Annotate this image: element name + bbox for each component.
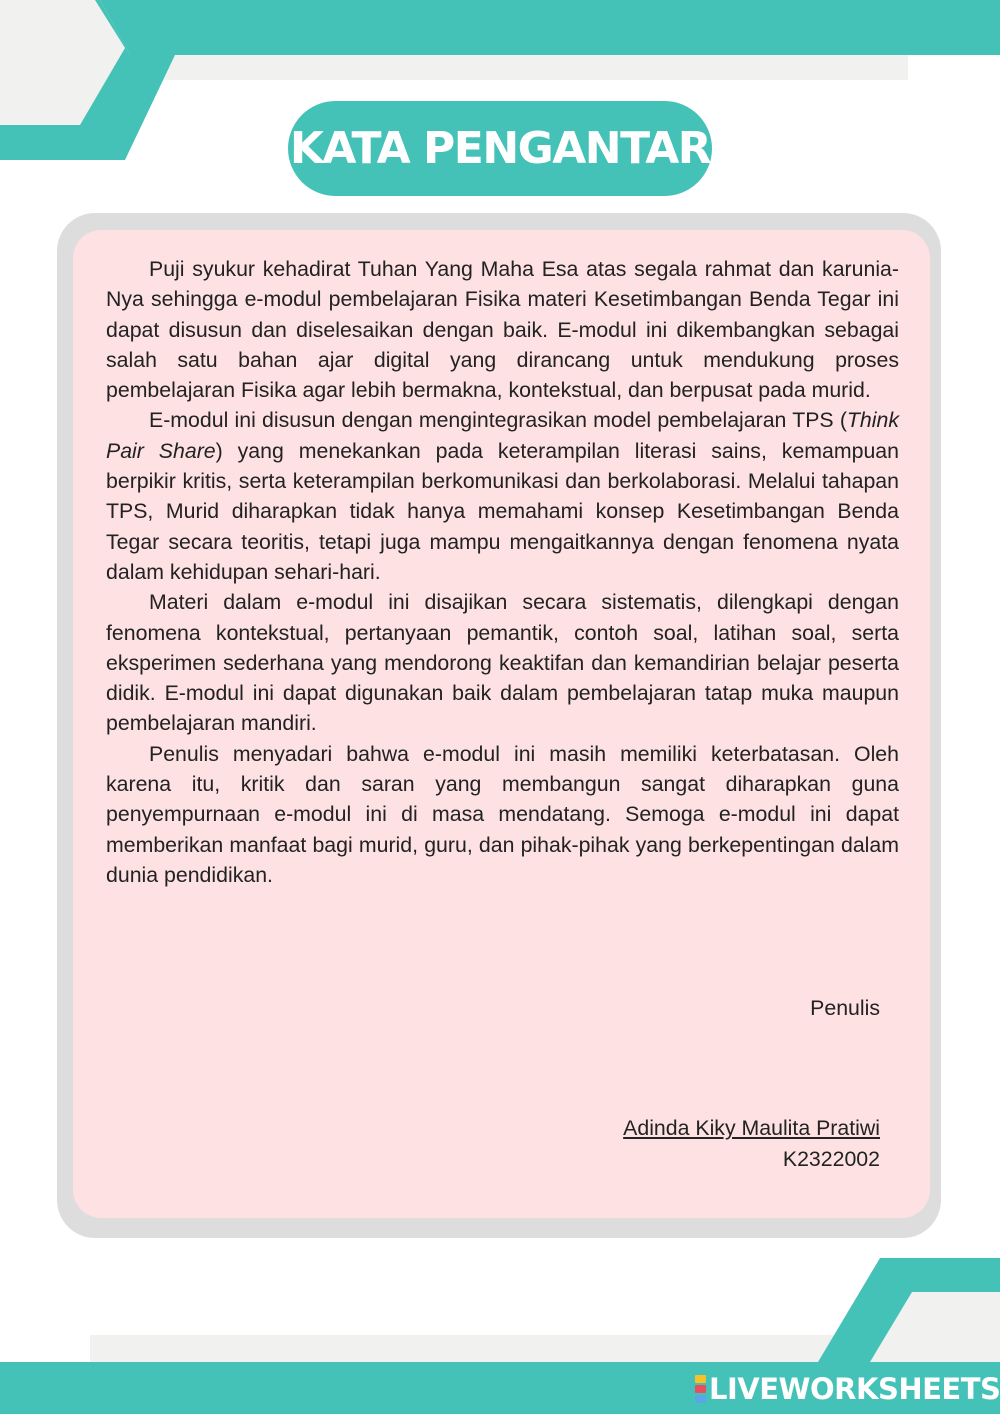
author-id-number: K2322002 [782, 1147, 880, 1171]
page-title: KATA PENGANTAR [289, 123, 711, 174]
brand-wordmark: LIVEWORKSHEETS [709, 1372, 1000, 1406]
liveworksheets-logo-icon [695, 1374, 706, 1404]
top-band [100, 0, 1000, 55]
title-banner [288, 101, 712, 196]
paragraph-2-text-a: E-modul ini disusun dengan mengintegrasikan model pembelajaran TPS ( [149, 408, 847, 433]
paragraph-3: Materi dalam e-modul ini disajikan secara sistematis, dilengkapi dengan fenomena kontekstual, pertanyaan pemantik, contoh soal, latihan soal, serta eksperimen sederhana yang mendorong keaktifan dan kemandirian belajar peserta didik. E-modul ini dapat digunakan baik dalam pembelajaran tatap muka maupun pembelajaran mandiri. [106, 590, 899, 736]
paragraph-2 [106, 405, 899, 587]
paragraph-1: Puji syukur kehadirat Tuhan Yang Maha Esa atas segala rahmat dan karunia-Nya sehingga e-modul pembelajaran Fisika materi Kesetimbangan Benda Tegar ini dapat disusun dan diselesaikan dengan baik. E-modul ini dikembangkan sebagai salah satu bahan ajar digital yang dirancang untuk mendukung proses pembelajaran Fisika agar lebih bermakna, kontekstual, dan berpusat pada murid. [106, 257, 899, 403]
paragraph-2-italic: Think Pair Share [106, 408, 899, 463]
liveworksheets-brand [695, 1371, 1000, 1407]
paragraph-2-text-b: ) yang menekankan pada keterampilan literasi sains, kemampuan berpikir kritis, serta keterampilan berkomunikasi dan berkolaborasi. Melalui tahapan TPS, Murid diharapkan tidak hanya memahami konsep Kesetimbangan Benda Tegar secara teoritis, tetapi juga mampu mengaitkannya dengan fenomena nyata dalam kehidupan sehari-hari. [106, 438, 899, 584]
paragraph-4: Penulis menyadari bahwa e-modul ini masih memiliki keterbatasan. Oleh karena itu, kritik dan saran yang membangun sangat diharapkan guna penyempurnaan e-modul ini di masa mendatang. Semoga e-modul ini dapat memberikan manfaat bagi murid, guru, dan pihak-pihak yang berkepentingan dalam dunia pendidikan. [106, 741, 899, 887]
author-name: Adinda Kiky Maulita Pratiwi [623, 1116, 880, 1140]
preface-body [106, 254, 899, 890]
signature-label: Penulis [810, 996, 880, 1020]
